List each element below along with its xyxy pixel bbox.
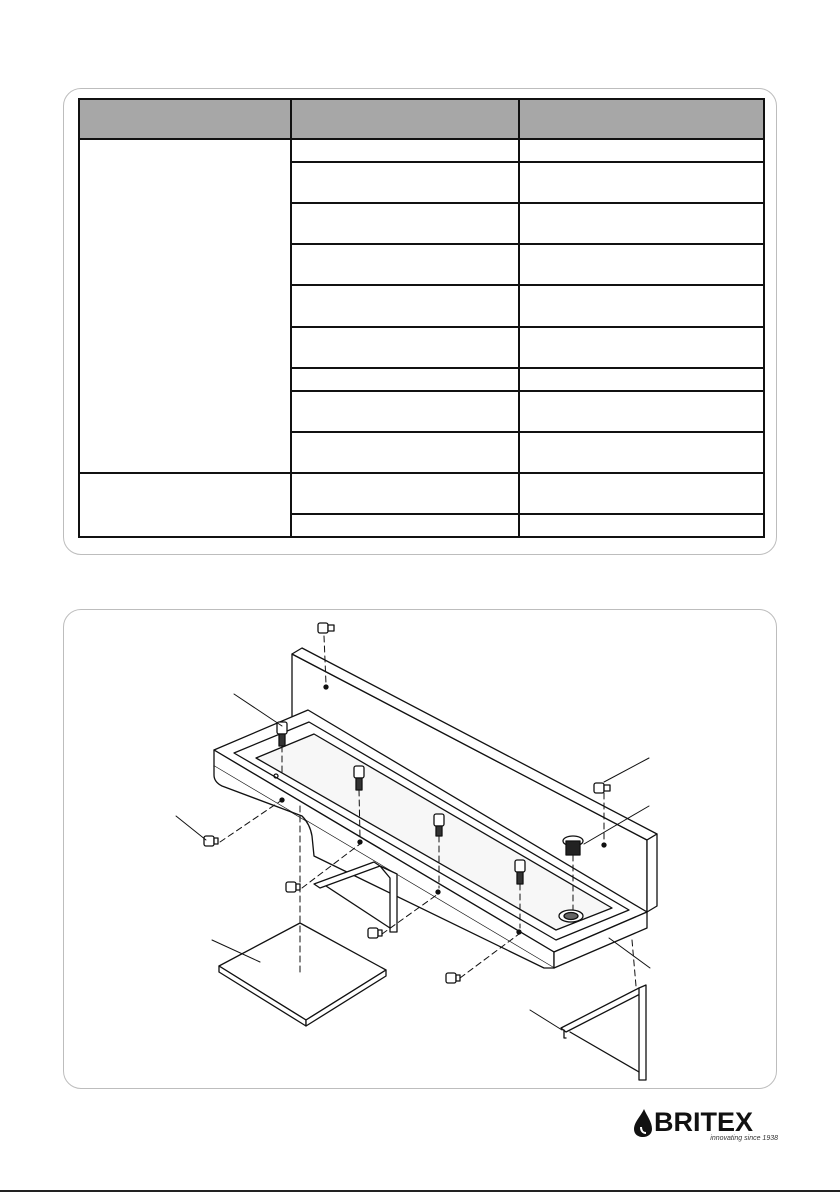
- table-cell-group: [79, 139, 291, 473]
- spray-nozzle: [515, 860, 525, 884]
- water-drop-icon: [632, 1108, 654, 1138]
- table-cell: [291, 139, 519, 162]
- table-cell: [519, 432, 764, 473]
- mounting-bolt: [594, 783, 610, 793]
- mounting-bolt: [318, 623, 334, 633]
- table-cell: [519, 244, 764, 285]
- waste-grate: [563, 836, 583, 855]
- table-cell: [291, 162, 519, 203]
- britex-logo: [632, 1107, 780, 1143]
- waste-outlet: [559, 910, 583, 922]
- table-row: [79, 473, 764, 514]
- table-header-row: [79, 99, 764, 139]
- table-cell: [519, 368, 764, 391]
- table-cell: [519, 139, 764, 162]
- table-cell: [291, 327, 519, 368]
- table-cell: [519, 514, 764, 537]
- table-cell: [291, 368, 519, 391]
- table-cell: [291, 473, 519, 514]
- table-cell: [519, 162, 764, 203]
- table-cell: [519, 473, 764, 514]
- table-header-cell: [519, 99, 764, 139]
- table-cell: [519, 203, 764, 244]
- assembly-diagram-panel: [63, 609, 777, 1089]
- blanking-plug: [204, 836, 218, 846]
- table-cell: [519, 327, 764, 368]
- table-header-cell: [291, 99, 519, 139]
- front-bracket: [561, 985, 646, 1080]
- table-cell: [291, 432, 519, 473]
- table-cell: [291, 514, 519, 537]
- table-row: [79, 139, 764, 162]
- spray-nozzle: [354, 766, 364, 790]
- table-cell: [291, 244, 519, 285]
- table-header-cell: [79, 99, 291, 139]
- parts-table-panel: [63, 88, 777, 555]
- spray-nozzle: [434, 814, 444, 836]
- table-cell: [519, 391, 764, 432]
- table-cell: [291, 285, 519, 326]
- blanking-plug: [446, 973, 460, 983]
- shelf: [219, 923, 386, 1026]
- brand-tagline: innovating since 1938: [710, 1135, 778, 1142]
- parts-table: [78, 98, 765, 538]
- brand-wordmark: BRITEX: [654, 1107, 754, 1137]
- blanking-plug: [286, 882, 300, 892]
- table-cell: [291, 391, 519, 432]
- table-cell: [519, 285, 764, 326]
- blanking-plug: [368, 928, 382, 938]
- table-cell: [291, 203, 519, 244]
- trough-assembly-diagram: [64, 610, 776, 1088]
- table-cell-group: [79, 473, 291, 537]
